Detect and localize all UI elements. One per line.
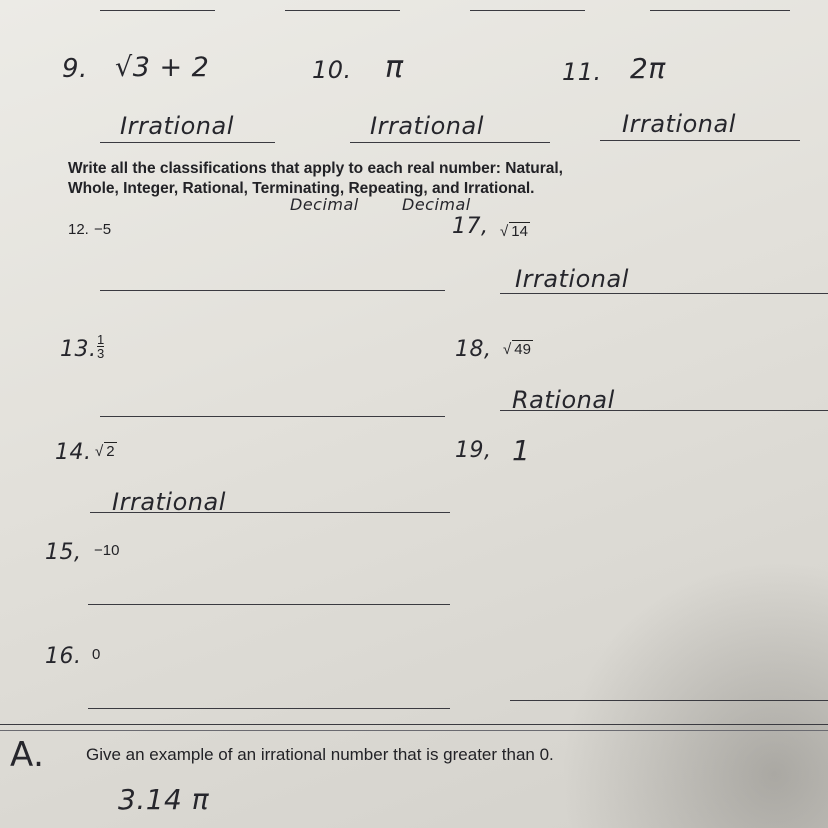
fraction-denominator: 3 <box>97 346 105 361</box>
problem-11-expression: 2π <box>630 52 666 85</box>
problem-10-answer: Irrational <box>370 112 484 140</box>
answer-line-cutoff <box>100 10 215 11</box>
problem-9-expression: √3 + 2 <box>115 52 210 83</box>
section-a-label: A. <box>10 735 45 775</box>
section-a-prompt: Give an example of an irrational number that is greater than 0. <box>86 745 554 764</box>
problem-9-number: 9. <box>62 54 88 84</box>
answer-line <box>500 293 828 294</box>
problem-10-number: 10. <box>312 56 352 84</box>
problem-19-expression: 1 <box>512 434 531 467</box>
problem-13-number: 13. <box>60 337 97 362</box>
note-decimal-repeating: Decimal <box>402 195 471 214</box>
problem-15-expression: −10 <box>94 542 120 559</box>
problem-17-radicand: 14 <box>511 223 528 240</box>
problem-12-number: 12. <box>68 221 89 238</box>
answer-line <box>510 700 828 701</box>
instructions-line-2: Whole, Integer, Rational, Terminating, Repeating, and Irrational. <box>68 180 535 197</box>
problem-16-number: 16. <box>45 644 82 669</box>
answer-line <box>90 512 450 513</box>
answer-line <box>100 290 445 291</box>
answer-line-cutoff <box>285 10 400 11</box>
problem-9-answer: Irrational <box>120 112 234 140</box>
problem-14-number: 14. <box>55 440 92 465</box>
problem-14-answer: Irrational <box>112 488 226 516</box>
problem-18-radicand: 49 <box>514 341 531 358</box>
instructions-line-1: Write all the classifications that apply to each real number: Natural, <box>68 160 563 177</box>
problem-14-radicand: 2 <box>106 443 115 460</box>
problem-19-number: 19, <box>455 438 492 463</box>
answer-line <box>350 142 550 143</box>
section-divider <box>0 730 828 731</box>
problem-11-number: 11. <box>562 58 602 86</box>
problem-18-expression: √ 49 <box>503 341 531 358</box>
answer-line <box>88 708 450 709</box>
problem-16-expression: 0 <box>92 646 101 663</box>
answer-line <box>500 410 828 411</box>
answer-line <box>600 140 800 141</box>
problem-17-answer: Irrational <box>515 265 629 293</box>
fraction <box>97 333 104 360</box>
answer-line <box>100 142 275 143</box>
problem-14-expression: √ 2 <box>95 443 115 460</box>
section-a-answer: 3.14 π <box>118 783 210 816</box>
problem-17-expression: √ 14 <box>500 223 528 240</box>
problem-12-expression: −5 <box>94 221 112 238</box>
problem-17-number: 17, <box>452 214 489 239</box>
problem-11-answer: Irrational <box>622 110 736 138</box>
answer-line-cutoff <box>650 10 790 11</box>
problem-18-answer: Rational <box>512 386 615 414</box>
section-divider <box>0 724 828 725</box>
note-decimal-terminating: Decimal <box>290 195 359 214</box>
problem-18-number: 18, <box>455 337 492 362</box>
problem-10-expression: π <box>385 50 404 85</box>
answer-line <box>88 604 450 605</box>
answer-line-cutoff <box>470 10 585 11</box>
problem-15-number: 15, <box>45 540 82 565</box>
page-shadow <box>560 560 828 828</box>
problem-13-expression <box>97 333 104 360</box>
answer-line <box>100 416 445 417</box>
fraction-numerator: 1 <box>97 332 105 347</box>
